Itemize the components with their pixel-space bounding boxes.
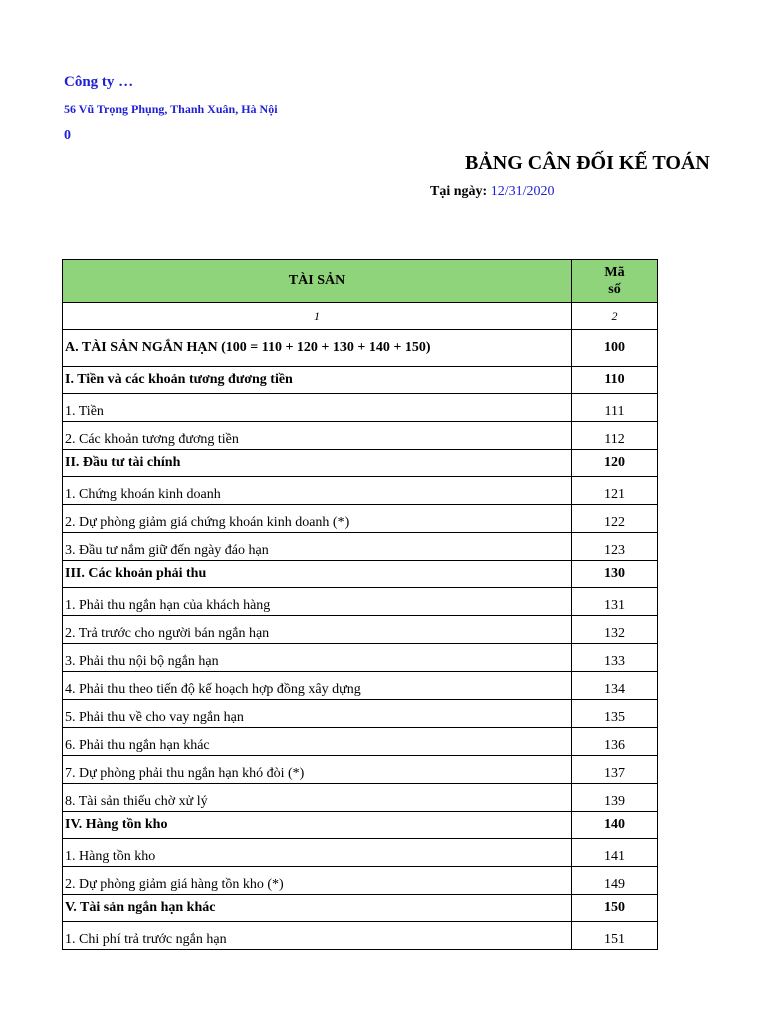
row-code: 141 — [572, 839, 658, 867]
table-row — [63, 784, 658, 812]
row-label: 1. Phải thu ngắn hạn của khách hàng — [63, 588, 572, 616]
table-row — [63, 700, 658, 728]
balance-sheet-table — [62, 259, 658, 950]
row-code: 133 — [572, 644, 658, 672]
table-row — [63, 616, 658, 644]
row-code: 150 — [572, 895, 658, 922]
table-row — [63, 367, 658, 394]
table-row — [63, 477, 658, 505]
row-code: 151 — [572, 922, 658, 950]
row-label: 3. Đầu tư nắm giữ đến ngày đáo hạn — [63, 533, 572, 561]
tax-code: 0 — [64, 128, 71, 143]
row-label: 7. Dự phòng phải thu ngắn hạn khó đòi (*) — [63, 756, 572, 784]
row-code: 149 — [572, 867, 658, 895]
row-label: II. Đầu tư tài chính — [63, 450, 572, 477]
table-row — [63, 533, 658, 561]
date-value: 12/31/2020 — [490, 184, 555, 199]
row-code: 121 — [572, 477, 658, 505]
header-code-line2: số — [608, 282, 621, 297]
table-row — [63, 922, 658, 950]
column-index-1: 1 — [63, 303, 572, 330]
row-label: 2. Dự phòng giảm giá chứng khoán kinh doanh (*) — [63, 505, 572, 533]
row-label: 1. Hàng tồn kho — [63, 839, 572, 867]
date-label: Tại ngày: — [430, 184, 488, 199]
row-code: 136 — [572, 728, 658, 756]
table-row — [63, 839, 658, 867]
table-row — [63, 588, 658, 616]
header-code — [572, 260, 658, 303]
report-date-line — [430, 184, 554, 200]
row-code: 140 — [572, 812, 658, 839]
table-row — [63, 672, 658, 700]
row-code: 111 — [572, 394, 658, 422]
row-code: 137 — [572, 756, 658, 784]
row-code: 112 — [572, 422, 658, 450]
table-row — [63, 422, 658, 450]
row-label: V. Tài sản ngắn hạn khác — [63, 895, 572, 922]
title-clip — [380, 152, 710, 182]
row-code: 135 — [572, 700, 658, 728]
table-row — [63, 895, 658, 922]
row-code: 139 — [572, 784, 658, 812]
row-label: 2. Trả trước cho người bán ngắn hạn — [63, 616, 572, 644]
table-row — [63, 867, 658, 895]
column-index-row — [63, 303, 658, 330]
company-name: Công ty … — [64, 74, 134, 90]
row-label: 2. Các khoản tương đương tiền — [63, 422, 572, 450]
row-label: I. Tiền và các khoản tương đương tiền — [63, 367, 572, 394]
row-code: 123 — [572, 533, 658, 561]
table-row — [63, 330, 658, 367]
row-label: 4. Phải thu theo tiến độ kế hoạch hợp đồng xây dựng — [63, 672, 572, 700]
row-label: 1. Chi phí trả trước ngắn hạn — [63, 922, 572, 950]
table-row — [63, 505, 658, 533]
row-label: 6. Phải thu ngắn hạn khác — [63, 728, 572, 756]
row-label: III. Các khoản phải thu — [63, 561, 572, 588]
table-row — [63, 561, 658, 588]
report-title: BẢNG CÂN ĐỐI KẾ TOÁN — [465, 152, 710, 174]
table-row — [63, 756, 658, 784]
row-code: 110 — [572, 367, 658, 394]
row-label: 1. Chứng khoán kinh doanh — [63, 477, 572, 505]
row-label: 1. Tiền — [63, 394, 572, 422]
company-address: 56 Vũ Trọng Phụng, Thanh Xuân, Hà Nội — [64, 102, 278, 116]
table-row — [63, 812, 658, 839]
row-code: 120 — [572, 450, 658, 477]
row-label: 8. Tài sản thiếu chờ xử lý — [63, 784, 572, 812]
row-label: A. TÀI SẢN NGẮN HẠN (100 = 110 + 120 + 130 + 140 + 150) — [63, 330, 572, 367]
table-row — [63, 644, 658, 672]
row-label: 3. Phải thu nội bộ ngắn hạn — [63, 644, 572, 672]
column-index-2: 2 — [572, 303, 658, 330]
row-code: 131 — [572, 588, 658, 616]
row-label: 2. Dự phòng giảm giá hàng tồn kho (*) — [63, 867, 572, 895]
table-row — [63, 394, 658, 422]
row-code: 122 — [572, 505, 658, 533]
row-label: IV. Hàng tồn kho — [63, 812, 572, 839]
row-label: 5. Phải thu về cho vay ngắn hạn — [63, 700, 572, 728]
row-code: 100 — [572, 330, 658, 367]
row-code: 134 — [572, 672, 658, 700]
table-header-row — [63, 260, 658, 303]
row-code: 130 — [572, 561, 658, 588]
table-row — [63, 450, 658, 477]
row-code: 132 — [572, 616, 658, 644]
header-assets: TÀI SẢN — [63, 260, 572, 303]
header-code-line1: Mã — [604, 265, 625, 280]
table-row — [63, 728, 658, 756]
